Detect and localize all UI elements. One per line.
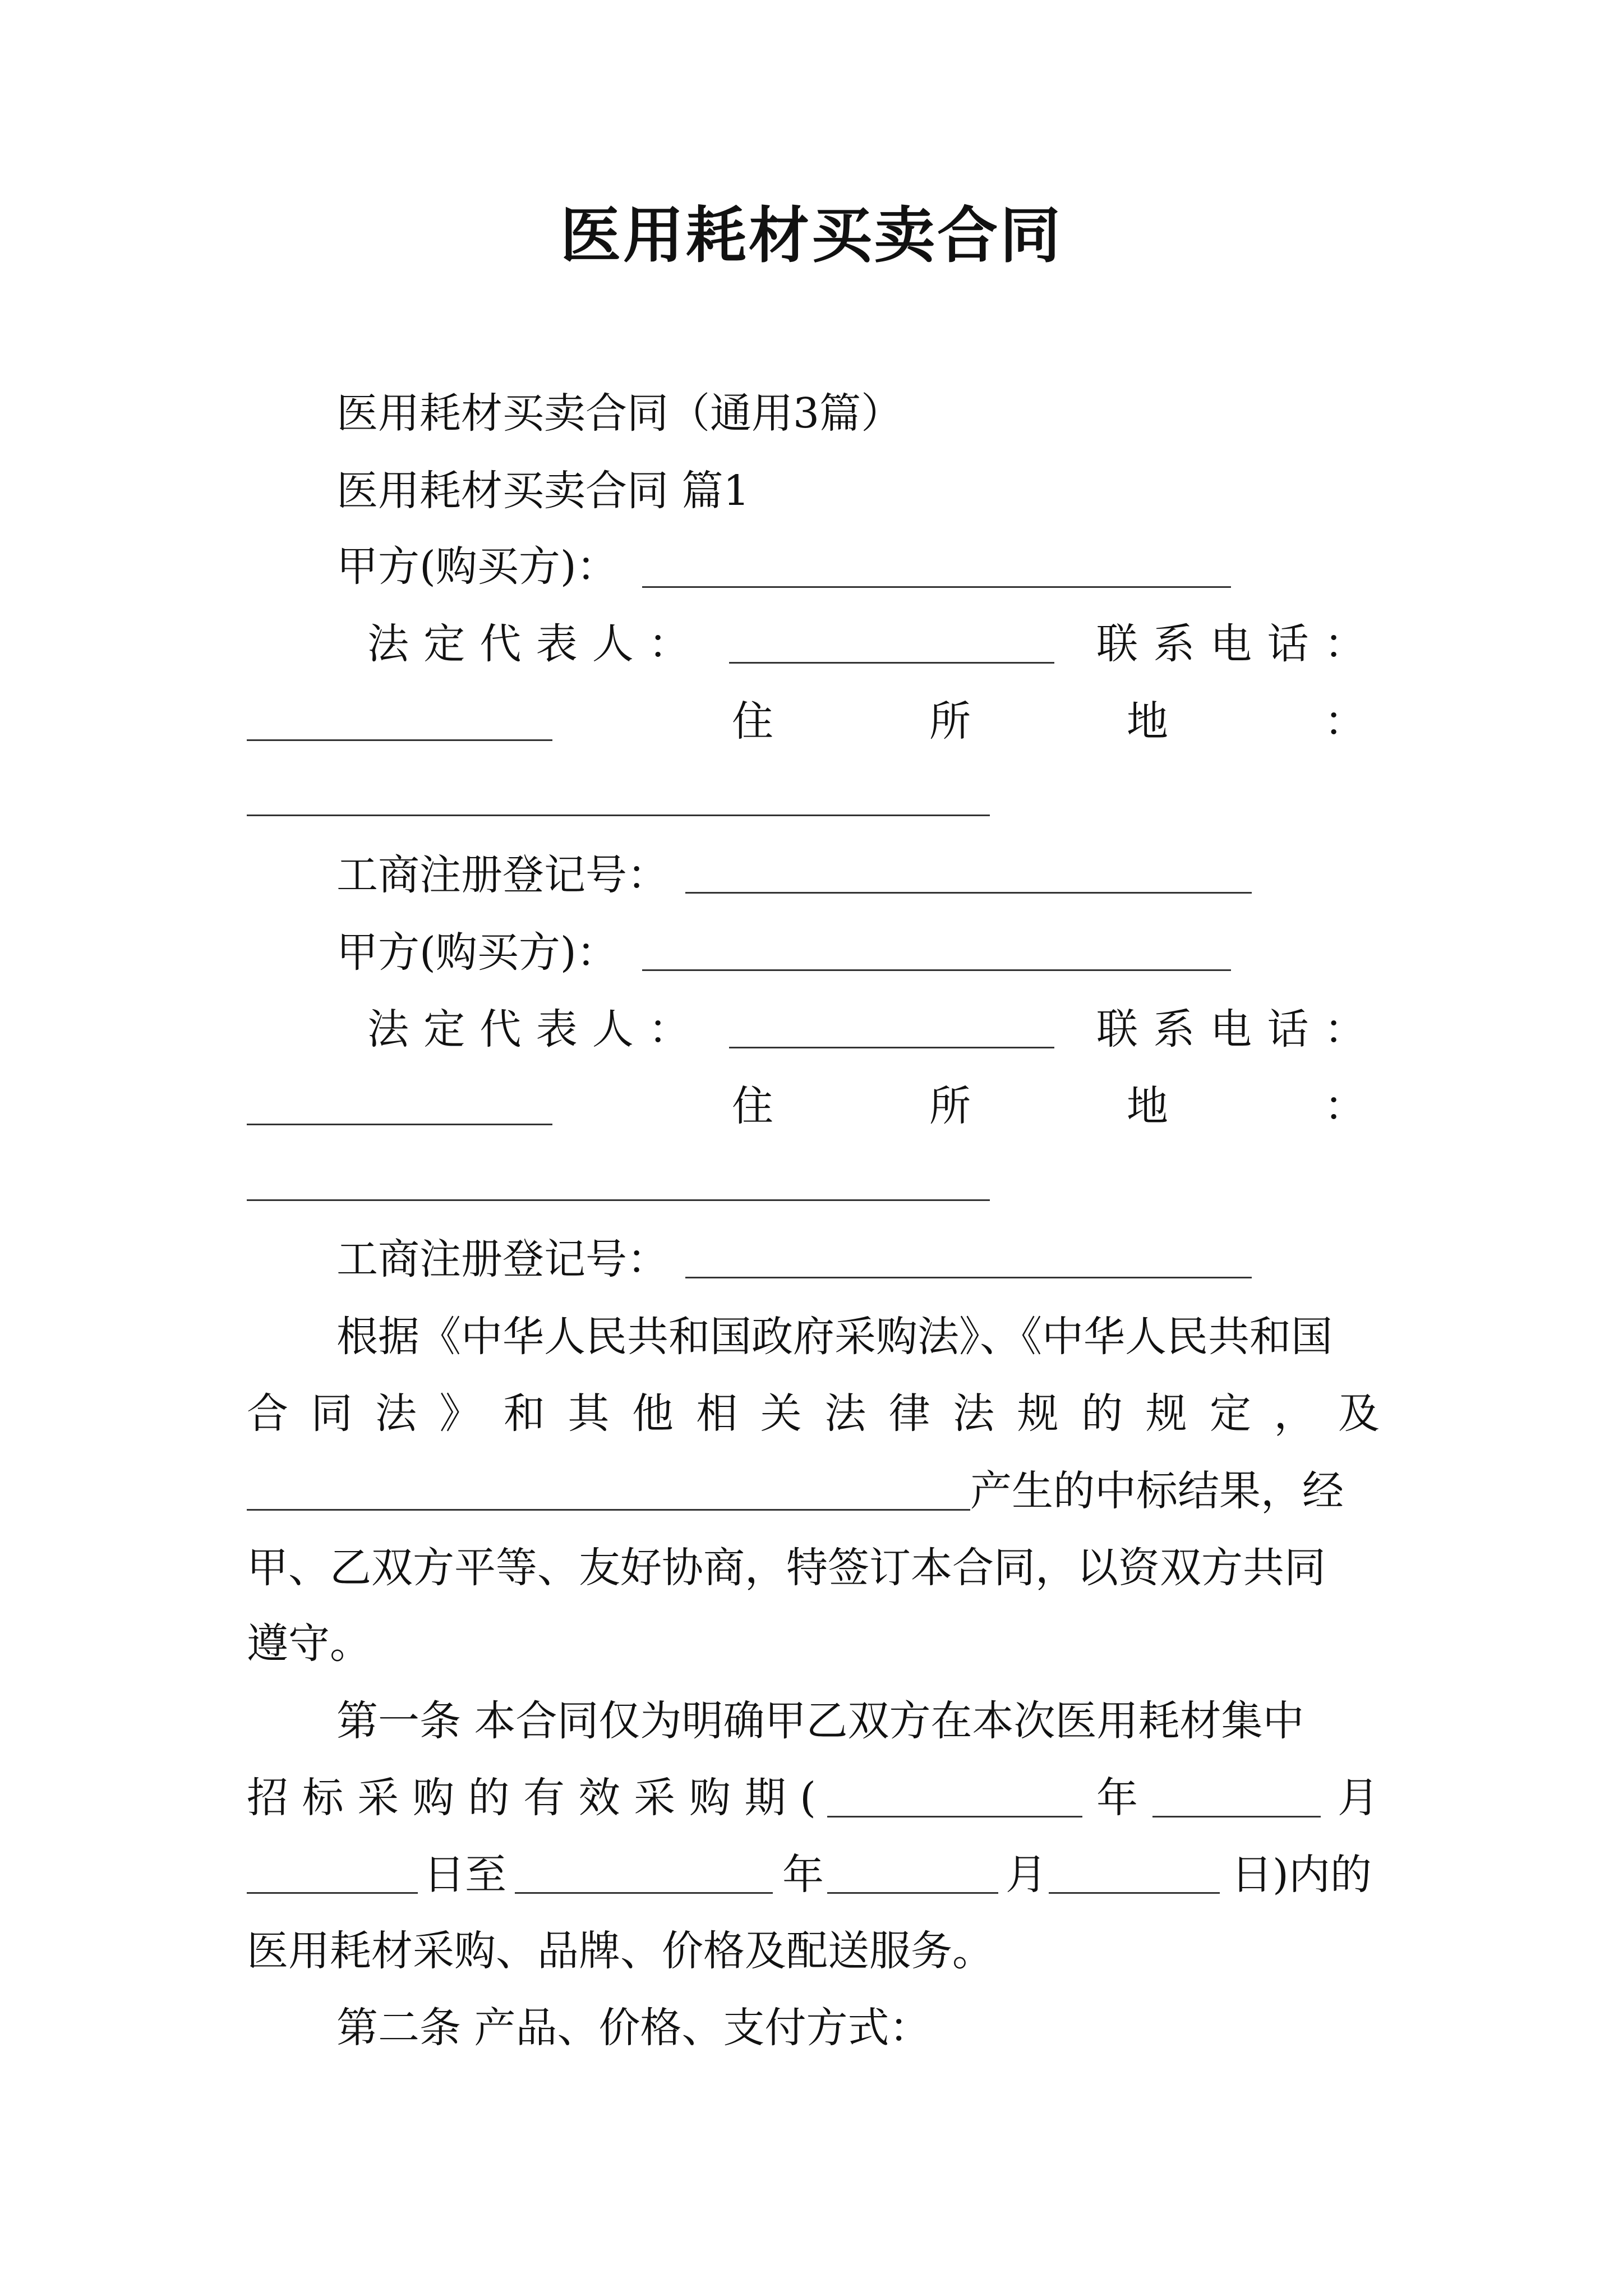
legal-rep-char: 法 — [367, 1005, 409, 1053]
phone-char: 联 — [1096, 1005, 1138, 1053]
end-year-blank — [515, 1892, 773, 1894]
basis-paragraph-line — [247, 1540, 1380, 1596]
year-label: 年 — [1096, 1774, 1138, 1822]
phone-blank — [247, 739, 552, 741]
address-char: 地 — [1127, 1082, 1168, 1130]
legal-rep-blank — [729, 1047, 1054, 1048]
heading-part-1: 医用耗材买卖合同 篇1 — [336, 467, 750, 515]
address-char: ： — [1324, 697, 1366, 746]
legal-rep-char: 定 — [423, 620, 465, 668]
month-label: 月 — [1338, 1774, 1379, 1822]
basis-char: ， — [1274, 1389, 1316, 1438]
legal-rep-blank — [729, 662, 1054, 664]
basis-line-3-tail: 产生的中标结果，经 — [970, 1467, 1344, 1515]
document-title: 医用耗材买卖合同 — [560, 200, 1063, 271]
legal-rep-char: 代 — [479, 620, 522, 668]
address-char: 住 — [732, 697, 773, 746]
article-1-period-label — [247, 1770, 816, 1826]
article-1-line-4: 医用耗材采购、品牌、价格及配送服务。 — [247, 1927, 994, 1975]
start-year-blank — [827, 1816, 1082, 1818]
article-1-char: 购 — [689, 1774, 731, 1822]
basis-paragraph-line — [336, 1309, 1380, 1365]
phone-char: ： — [1324, 1005, 1366, 1053]
basis-char: 法 — [375, 1389, 417, 1438]
address-blank — [247, 1199, 990, 1201]
address-char: 所 — [929, 697, 971, 746]
phone-char: 话 — [1267, 620, 1309, 668]
legal-rep-char: 法 — [367, 620, 409, 668]
address-blank — [247, 815, 990, 816]
article-1-char: 招 — [247, 1774, 288, 1822]
basis-char: 定 — [1210, 1389, 1252, 1438]
phone-char: 系 — [1153, 620, 1195, 668]
basis-char: 其 — [568, 1389, 610, 1438]
legal-rep-char: 定 — [423, 1005, 465, 1053]
address-char: 住 — [732, 1082, 773, 1130]
start-day-blank — [247, 1892, 418, 1894]
party-a-label: 甲方(购买方)： — [336, 928, 618, 977]
party-a-blank — [642, 586, 1231, 588]
basis-char: 相 — [696, 1389, 738, 1438]
basis-char: 规 — [1017, 1389, 1059, 1438]
bid-source-blank — [247, 1509, 970, 1511]
basis-text: 甲、乙双方平等、友好协商，特签订本合同，以资双方共同 — [247, 1544, 1326, 1592]
basis-char: 他 — [631, 1389, 674, 1438]
day-to-label: 日至 — [423, 1851, 506, 1899]
article-1-line — [336, 1693, 1380, 1749]
article-1-char: 采 — [634, 1774, 676, 1822]
year-label: 年 — [782, 1851, 824, 1899]
article-1-text: 第一条 本合同仅为明确甲乙双方在本次医用耗材集中 — [336, 1697, 1304, 1745]
basis-char: 同 — [311, 1389, 353, 1438]
address-char: ： — [1324, 1082, 1366, 1130]
article-1-char: 标 — [302, 1774, 344, 1822]
phone-char: 电 — [1210, 620, 1252, 668]
basis-char: 合 — [247, 1389, 288, 1438]
phone-char: 电 — [1210, 1005, 1252, 1053]
phone-char: 系 — [1153, 1005, 1195, 1053]
basis-char: 法 — [824, 1389, 866, 1438]
end-day-blank — [1049, 1892, 1220, 1894]
legal-rep-label — [367, 616, 690, 672]
legal-rep-char: 人 — [592, 1005, 634, 1053]
reg-no-blank — [685, 1277, 1252, 1278]
end-month-blank — [827, 1892, 998, 1894]
basis-char: 关 — [760, 1389, 802, 1438]
article-1-char: ( — [800, 1774, 816, 1822]
legal-rep-char: 代 — [479, 1005, 522, 1053]
basis-char: 及 — [1338, 1389, 1380, 1438]
phone-char: 联 — [1096, 620, 1138, 668]
legal-rep-char: ： — [648, 620, 690, 668]
basis-line-5: 遵守。 — [247, 1619, 371, 1668]
article-1-char: 有 — [523, 1774, 565, 1822]
phone-char: 话 — [1267, 1005, 1309, 1053]
heading-general: 医用耗材买卖合同（通用3篇） — [336, 389, 903, 438]
phone-label — [1096, 1001, 1366, 1057]
legal-rep-label — [367, 1001, 690, 1057]
legal-rep-char: 表 — [536, 620, 578, 668]
legal-rep-char: ： — [648, 1005, 690, 1053]
start-month-blank — [1152, 1816, 1321, 1818]
legal-rep-char: 人 — [592, 620, 634, 668]
article-1-char: 效 — [578, 1774, 620, 1822]
basis-char: 规 — [1145, 1389, 1187, 1438]
article-1-char: 购 — [412, 1774, 454, 1822]
phone-label — [1096, 616, 1366, 672]
basis-char: 》 — [439, 1389, 481, 1438]
phone-char: ： — [1324, 620, 1366, 668]
reg-no-label: 工商注册登记号： — [336, 851, 668, 899]
phone-blank — [247, 1124, 552, 1125]
article-1-char: 的 — [468, 1774, 510, 1822]
address-label — [732, 693, 1366, 749]
legal-rep-char: 表 — [536, 1005, 578, 1053]
party-a-label: 甲方(购买方)： — [336, 542, 618, 591]
basis-char: 的 — [1081, 1389, 1123, 1438]
address-char: 所 — [929, 1082, 971, 1130]
basis-paragraph-line — [247, 1386, 1380, 1442]
party-a-blank — [642, 969, 1231, 971]
month-label: 月 — [1006, 1851, 1047, 1899]
day-end-label: 日)内的 — [1231, 1851, 1372, 1899]
article-2-heading: 第二条 产品、价格、支付方式： — [336, 2004, 931, 2052]
reg-no-blank — [685, 892, 1252, 894]
article-1-char: 期 — [744, 1774, 786, 1822]
address-char: 地 — [1127, 697, 1168, 746]
basis-text: 根据《中华人民共和国政府采购法》、《中华人民共和国 — [336, 1313, 1332, 1361]
basis-char: 和 — [503, 1389, 545, 1438]
article-1-char: 采 — [357, 1774, 399, 1822]
basis-char: 法 — [953, 1389, 995, 1438]
reg-no-label: 工商注册登记号： — [336, 1235, 668, 1283]
basis-char: 律 — [888, 1389, 930, 1438]
address-label — [732, 1078, 1366, 1134]
